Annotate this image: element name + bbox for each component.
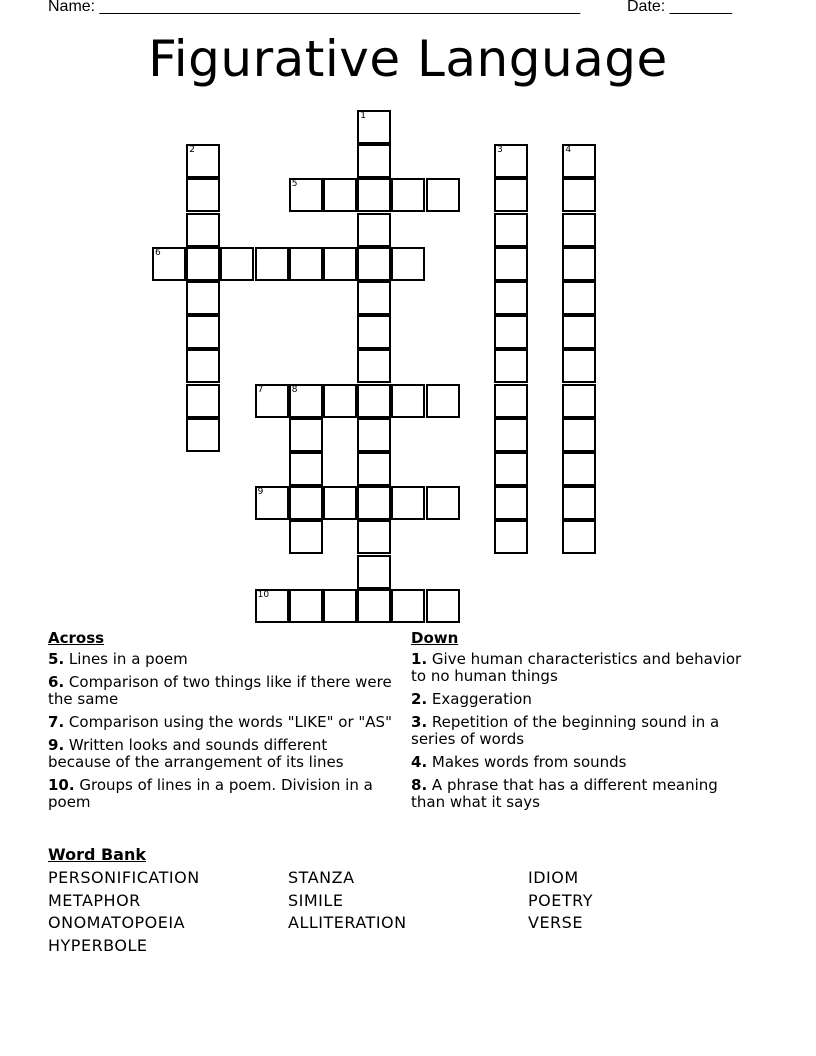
grid-cell[interactable]: [255, 247, 289, 281]
clue-text: Give human characteristics and behavior to no human things: [411, 650, 742, 685]
across-clue: [48, 777, 393, 811]
grid-cell[interactable]: [562, 384, 596, 418]
word-bank-word: METAPHOR: [48, 890, 141, 910]
across-clue: [48, 651, 393, 668]
across-clue: [48, 714, 393, 731]
word-bank-word: VERSE: [528, 913, 583, 932]
word-bank-word: PERSONIFICATION: [48, 868, 200, 887]
grid-cell[interactable]: [289, 247, 323, 281]
grid-cell[interactable]: [562, 349, 596, 383]
clue-number-label: 2: [189, 145, 195, 156]
grid-cell[interactable]: [562, 281, 596, 315]
down-clue: [411, 651, 756, 685]
grid-cell[interactable]: [426, 589, 460, 623]
clue-separator: .: [421, 650, 428, 668]
word-bank-word: POETRY: [528, 890, 593, 910]
clue-number-label: 7: [257, 384, 264, 395]
grid-cell[interactable]: [289, 384, 323, 418]
grid-cell[interactable]: [391, 247, 425, 281]
down-clue: [411, 777, 756, 811]
down-clue: [411, 714, 756, 748]
clue-text: A phrase that has a different meaning than what it says: [411, 776, 718, 811]
clue-number: 1: [411, 650, 422, 668]
clue-number: 5: [48, 650, 59, 668]
grid-cell[interactable]: [357, 144, 391, 178]
grid-cell[interactable]: [289, 486, 323, 520]
grid-cell[interactable]: [220, 247, 254, 281]
word-bank-word: ALLITERATION: [288, 913, 407, 932]
grid-cell[interactable]: [494, 144, 528, 178]
clue-separator: .: [58, 736, 65, 754]
grid-cell[interactable]: [357, 315, 391, 349]
grid-cell[interactable]: [494, 281, 528, 315]
grid-cell[interactable]: [562, 144, 596, 178]
grid-cell[interactable]: [357, 452, 391, 486]
grid-cell[interactable]: [357, 555, 391, 589]
word-bank-word: STANZA: [288, 868, 355, 887]
grid-cell[interactable]: [152, 247, 186, 281]
grid-cell[interactable]: [494, 418, 528, 452]
grid-cell[interactable]: [186, 349, 220, 383]
grid-cell[interactable]: [289, 178, 323, 212]
clue-text: Written looks and sounds different because of the arrangement of its lines: [48, 736, 344, 771]
grid-cell[interactable]: [391, 178, 425, 212]
clue-separator: .: [68, 776, 75, 794]
grid-cell[interactable]: [357, 281, 391, 315]
grid-cell[interactable]: [494, 213, 528, 247]
grid-cell[interactable]: [255, 589, 289, 623]
word-bank-word: IDIOM: [528, 868, 579, 887]
grid-cell[interactable]: [186, 418, 220, 452]
word-bank-column: [528, 867, 593, 935]
grid-cell[interactable]: [357, 589, 391, 623]
clue-number-label: 3: [497, 145, 503, 156]
grid-cell[interactable]: [186, 281, 220, 315]
clue-number-label: 4: [565, 145, 572, 156]
down-heading: Down: [411, 629, 459, 647]
grid-cell[interactable]: [562, 247, 596, 281]
clue-separator: .: [421, 753, 428, 771]
grid-cell[interactable]: [186, 315, 220, 349]
clue-number-label: 9: [257, 487, 264, 498]
clue-number: 4: [411, 753, 422, 771]
grid-cell[interactable]: [426, 178, 460, 212]
grid-cell[interactable]: [391, 486, 425, 520]
across-clue: [48, 737, 393, 771]
grid-cell[interactable]: [255, 486, 289, 520]
grid-cell[interactable]: [562, 178, 596, 212]
date-field-label: Date: _______: [627, 0, 732, 15]
across-clue: [48, 674, 393, 708]
clue-number: 10: [48, 776, 69, 794]
grid-cell[interactable]: [357, 520, 391, 554]
grid-cell[interactable]: [289, 452, 323, 486]
grid-cell[interactable]: [357, 110, 391, 144]
grid-cell[interactable]: [186, 178, 220, 212]
clue-text: Comparison using the words "LIKE" or "AS": [68, 713, 392, 731]
down-clues: [411, 629, 756, 817]
grid-cell[interactable]: [255, 384, 289, 418]
grid-cell[interactable]: [186, 247, 220, 281]
grid-cell[interactable]: [494, 349, 528, 383]
grid-cell[interactable]: [426, 384, 460, 418]
grid-cell[interactable]: [289, 589, 323, 623]
word-bank-column: [288, 867, 407, 935]
clue-number: 8: [411, 776, 422, 794]
across-clues: [48, 629, 393, 817]
clue-number: 2: [411, 690, 422, 708]
clue-number-label: 8: [291, 384, 298, 395]
grid-cell[interactable]: [357, 178, 391, 212]
grid-cell[interactable]: [357, 247, 391, 281]
grid-cell[interactable]: [323, 589, 357, 623]
word-bank-column: [48, 867, 200, 957]
grid-cell[interactable]: [494, 520, 528, 554]
grid-cell[interactable]: [357, 213, 391, 247]
grid-cell[interactable]: [562, 486, 596, 520]
grid-cell[interactable]: [289, 418, 323, 452]
grid-cell[interactable]: [323, 247, 357, 281]
clue-number-label: 6: [155, 247, 161, 258]
grid-cell[interactable]: [562, 520, 596, 554]
name-field-label: Name: ______________________________________________________: [48, 0, 581, 15]
clue-number: 3: [411, 713, 422, 731]
clue-number: 7: [48, 713, 59, 731]
word-bank-word: SIMILE: [288, 890, 344, 910]
grid-cell[interactable]: [357, 349, 391, 383]
grid-cell[interactable]: [494, 452, 528, 486]
clue-number-label: 5: [291, 179, 298, 190]
clue-separator: .: [421, 776, 428, 794]
grid-cell[interactable]: [391, 384, 425, 418]
clue-text: Makes words from sounds: [431, 753, 627, 771]
grid-cell[interactable]: [562, 452, 596, 486]
grid-cell[interactable]: [562, 418, 596, 452]
grid-cell[interactable]: [494, 384, 528, 418]
clue-text: Repetition of the beginning sound in a series of words: [411, 713, 720, 748]
clue-number-label: 10: [257, 589, 270, 600]
grid-cell[interactable]: [186, 384, 220, 418]
grid-cell[interactable]: [494, 315, 528, 349]
clue-text: Lines in a poem: [68, 650, 188, 668]
grid-cell[interactable]: [391, 589, 425, 623]
grid-cell[interactable]: [186, 213, 220, 247]
word-bank-word: HYPERBOLE: [48, 935, 148, 955]
grid-cell[interactable]: [357, 384, 391, 418]
grid-cell[interactable]: [323, 178, 357, 212]
clue-number-label: 1: [360, 111, 366, 121]
clue-separator: .: [58, 650, 65, 668]
down-clue: [411, 691, 756, 708]
grid-cell[interactable]: [323, 486, 357, 520]
puzzle-title: Figurative Language: [148, 30, 668, 88]
clue-separator: .: [58, 673, 65, 691]
grid-cell[interactable]: [323, 384, 357, 418]
clue-number: 9: [48, 736, 59, 754]
word-bank-word: ONOMATOPOEIA: [48, 913, 186, 932]
clue-text: Groups of lines in a poem. Division in a poem: [48, 776, 373, 811]
grid-cell[interactable]: [562, 315, 596, 349]
clue-separator: .: [421, 690, 428, 708]
clue-text: Comparison of two things like if there were the same: [48, 673, 392, 708]
clue-text: Exaggeration: [431, 690, 532, 708]
grid-cell[interactable]: [357, 418, 391, 452]
grid-cell[interactable]: [494, 178, 528, 212]
down-clue: [411, 754, 756, 771]
grid-cell[interactable]: [562, 213, 596, 247]
grid-cell[interactable]: [494, 247, 528, 281]
word-bank-heading: Word Bank: [48, 845, 147, 864]
clue-number: 6: [48, 673, 59, 691]
clue-separator: .: [58, 713, 65, 731]
grid-cell[interactable]: [426, 486, 460, 520]
clue-separator: .: [421, 713, 428, 731]
grid-cell[interactable]: [357, 486, 391, 520]
grid-cell[interactable]: [494, 486, 528, 520]
grid-cell[interactable]: [289, 520, 323, 554]
grid-cell[interactable]: [186, 144, 220, 178]
across-heading: Across: [48, 629, 105, 647]
